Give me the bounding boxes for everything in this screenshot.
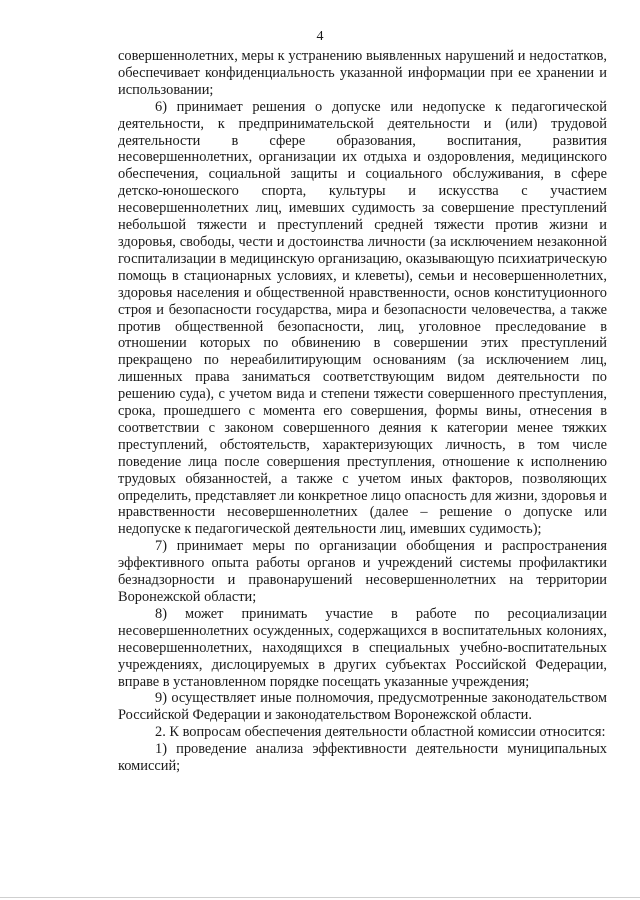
paragraph-item-9: 9) осуществляет иные полномочия, предусмотренные законодательством Российской Федерации и законодательством Воронежской области. — [118, 690, 607, 724]
document-body — [118, 48, 607, 775]
paragraph-section-2: 2. К вопросам обеспечения деятельности областной комиссии относится: — [155, 724, 606, 741]
bottom-scan-edge — [0, 897, 640, 898]
paragraph-section-2-item-1: 1) проведение анализа эффективности деятельности муниципальных комиссий; — [118, 741, 607, 775]
paragraph-item-6: 6) принимает решения о допуске или недопуске к педагогической деятельности, к предпринимательской деятельности и (или) трудовой деятельности в сфере образования, воспитания, развития несовершеннолетних, организации их отдыха и оздоровления, медицинского обеспечения, социальной защиты и социального обслуживания, в сфере детско-юношеского спорта, культуры и искусства с участием несовершеннолетних лиц, имевших судимость за совершение преступлений небольшой тяжести и преступлений средней тяжести против жизни и здоровья, свободы, чести и достоинства личности (за исключением незаконной госпитализации в медицинскую организацию, оказывающую психиатрическую помощь в стационарных условиях, и клеветы), семьи и несовершеннолетних, здоровья населения и общественной нравственности, основ конституционного строя и безопасности государства, мира и безопасности человечества, а также против общественной безопасности, лиц, уголовное преследование в отношении которых по обвинению в совершении этих преступлений прекращено по нереабилитирующим основаниям (за исключением лиц, лишенных права заниматься соответствующим видом деятельности по решению суда), с учетом вида и степени тяжести совершенного преступления, срока, прошедшего с момента его совершения, формы вины, отнесения в соответствии с законом совершенного деяния к категории менее тяжких преступлений, обстоятельств, характеризующих личность, в том числе поведение лица после совершения преступления, отношение к исполнению трудовых обязанностей, а также с учетом иных факторов, позволяющих определить, представляет ли конкретное лицо опасность для жизни, здоровья и нравственности несовершеннолетних (далее – решение о допуске или недопуске к педагогической деятельности лиц, имевших судимость); — [118, 98, 607, 538]
paragraph-item-7: 7) принимает меры по организации обобщения и распространения эффективного опыта работы органов и учреждений системы профилактики безнадзорности и правонарушений несовершеннолетних на территории Воронежской области; — [118, 538, 607, 605]
page-number: 4 — [316, 29, 324, 44]
paragraph-continuation: совершеннолетних, меры к устранению выявленных нарушений и недостатков, обеспечивает конфиденциальность указанной информации при ее хранении и использовании; — [118, 48, 607, 98]
paragraph-item-8: 8) может принимать участие в работе по ресоциализации несовершеннолетних осужденных, содержащихся в воспитательных колониях, несовершеннолетних, находящихся в специальных учебно-воспитательных учреждениях, дислоцируемых в других субъектах Российской Федерации, вправе в установленном порядке посещать указанные учреждения; — [118, 605, 607, 690]
